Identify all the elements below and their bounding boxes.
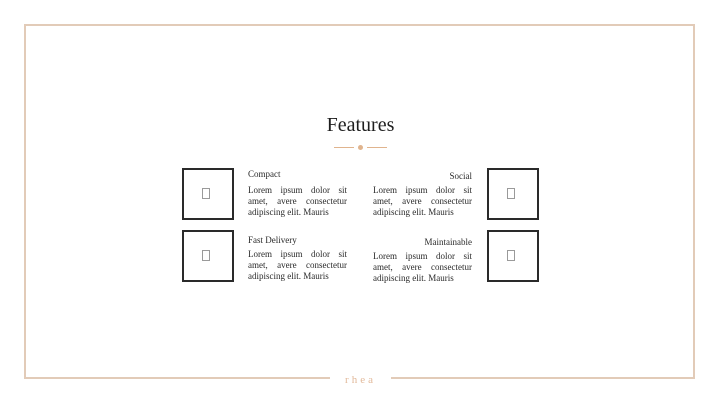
feature-compact (248, 168, 347, 218)
divider-dot (358, 145, 363, 150)
feature-social (373, 170, 472, 218)
feature-name: Compact (248, 169, 281, 179)
feature-description: Lorem ipsum dolor sit amet, avere consectetur adipiscing elit. Mauris (373, 185, 472, 217)
square-placeholder-icon (202, 188, 210, 199)
feature-name: Fast Delivery (248, 235, 297, 245)
feature-compact-icon-box (182, 168, 234, 220)
slide-frame (24, 24, 695, 379)
feature-description: Lorem ipsum dolor sit amet, avere consectetur adipiscing elit. Mauris (248, 185, 347, 217)
feature-fast-delivery (248, 234, 347, 282)
square-placeholder-icon (507, 188, 515, 199)
square-placeholder-icon (507, 250, 515, 261)
feature-maintainable (373, 236, 472, 284)
divider-line-right (367, 147, 387, 148)
feature-maintainable-icon-box (487, 230, 539, 282)
square-placeholder-icon (202, 250, 210, 261)
feature-social-icon-box (487, 168, 539, 220)
feature-description: Lorem ipsum dolor sit amet, avere consectetur adipiscing elit. Mauris (373, 251, 472, 283)
brand-label: rhea (330, 372, 391, 388)
feature-name: Maintainable (424, 237, 472, 247)
feature-name: Social (449, 171, 472, 181)
page-title: Features (326, 114, 395, 136)
feature-fast-delivery-icon-box (182, 230, 234, 282)
divider-line-left (334, 147, 354, 148)
title-divider (334, 145, 387, 151)
feature-description: Lorem ipsum dolor sit amet, avere consectetur adipiscing elit. Mauris (248, 249, 347, 281)
